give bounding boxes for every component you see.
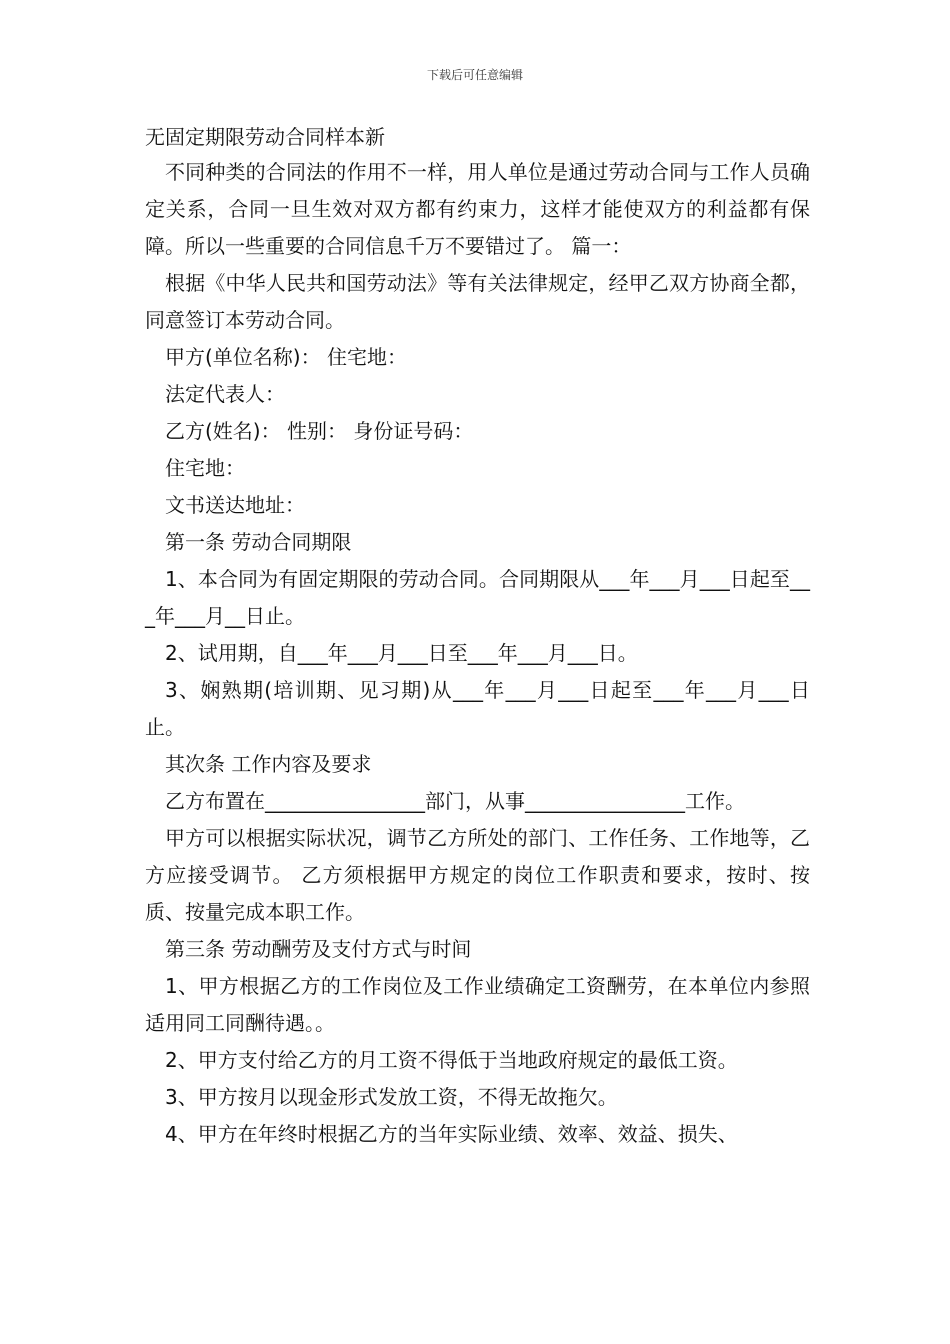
residence-line: 住宅地： bbox=[165, 456, 245, 480]
article-3-heading: 第三条 劳动酬劳及支付方式与时间 bbox=[165, 937, 472, 961]
paragraph-basis: 根据《中华人民共和国劳动法》等有关法律规定，经甲乙双方协商全都，同意签订本劳动合同。 bbox=[145, 271, 810, 332]
party-a-line: 甲方(单位名称)： 住宅地： bbox=[165, 345, 407, 369]
article-2-heading: 其次条 工作内容及要求 bbox=[165, 752, 372, 776]
party-b-line: 乙方(姓名)： 性别： 身份证号码： bbox=[165, 419, 474, 443]
article-2-assignment: 乙方布置在________________部门，从事________________工作。 bbox=[165, 789, 745, 813]
article-3-item-1: 1、甲方根据乙方的工作岗位及工作业绩确定工资酬劳，在本单位内参照适用同工同酬待遇。。 bbox=[145, 974, 810, 1035]
delivery-address-line: 文书送达地址： bbox=[165, 493, 305, 517]
paragraph-intro: 不同种类的合同法的作用不一样，用人单位是通过劳动合同与工作人员确定关系，合同一旦生效对双方都有约束力，这样才能使双方的利益都有保障。所以一些重要的合同信息千万不要错过了。 篇一： bbox=[145, 160, 810, 258]
article-1-item-3: 3、娴熟期(培训期、见习期)从___年___月___日起至___年___月___日止。 bbox=[145, 678, 810, 739]
document-body bbox=[145, 120, 810, 1153]
legal-representative-line: 法定代表人： bbox=[165, 382, 285, 406]
article-3-item-2: 2、甲方支付给乙方的月工资不得低于当地政府规定的最低工资。 bbox=[165, 1048, 738, 1072]
article-2-adjustment: 甲方可以根据实际状况，调节乙方所处的部门、工作任务、工作地等，乙方应接受调节。 乙方须根据甲方规定的岗位工作职责和要求，按时、按质、按量完成本职工作。 bbox=[145, 826, 810, 924]
article-3-item-4: 4、甲方在年终时根据乙方的当年实际业绩、效率、效益、损失、 bbox=[165, 1122, 738, 1146]
article-1-item-2: 2、试用期，自___年___月___日至___年___月___日。 bbox=[165, 641, 638, 665]
article-1-heading: 第一条 劳动合同期限 bbox=[165, 530, 352, 554]
document-title: 无固定期限劳动合同样本新 bbox=[145, 125, 385, 149]
page-header: 下载后可任意编辑 bbox=[426, 68, 523, 82]
article-1-item-1: 1、本合同为有固定期限的劳动合同。合同期限从___年___月___日起至___年___月__日止。 bbox=[145, 567, 810, 628]
article-3-item-3: 3、甲方按月以现金形式发放工资，不得无故拖欠。 bbox=[165, 1085, 618, 1109]
